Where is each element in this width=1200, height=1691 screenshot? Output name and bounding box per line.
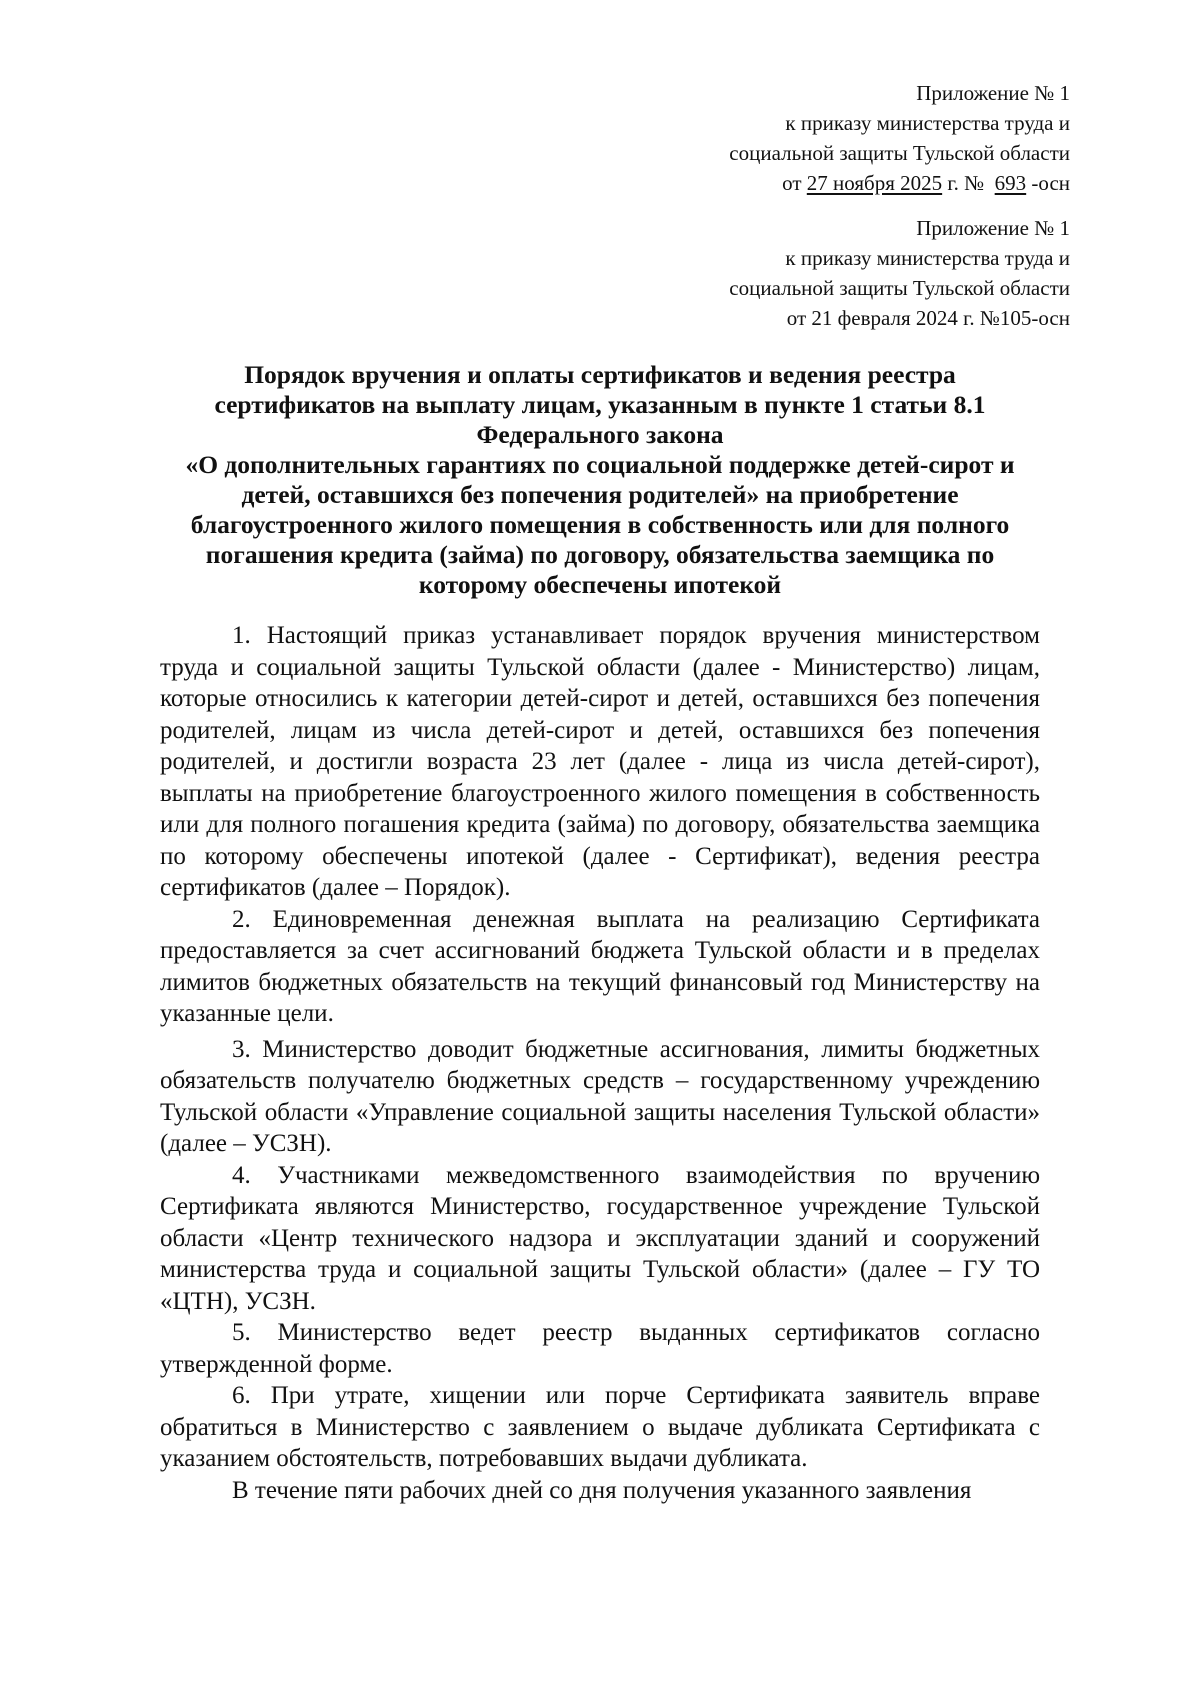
paragraph-4: 4. Участниками межведомственного взаимодействия по вручению Сертификата являются Министерство, государственное учреждение Тульской области «Центр технического надзора и эксплуатации зданий и сооружений министерства труда и социальной защиты Тульской области» (далее – ГУ ТО «ЦТН), УСЗН. <box>160 1161 1040 1315</box>
paragraph-2: 2. Единовременная денежная выплата на реализацию Сертификата предоставляется за счет ассигнований бюджета Тульской области и в пределах лимитов бюджетных обязательств на текущий финансовый год Министерству на указанные цели. <box>160 905 1040 1027</box>
title-line: детей, оставшихся без попечения родителей» на приобретение <box>241 480 959 509</box>
appendix-order-line: к приказу министерства труда и <box>785 111 1070 135</box>
title-line: «О дополнительных гарантиях по социальной поддержке детей-сирот и <box>185 450 1015 479</box>
paragraph-5: 5. Министерство ведет реестр выданных сертификатов согласно утвержденной форме. <box>160 1319 1040 1378</box>
paragraph-3: 3. Министерство доводит бюджетные ассигнования, лимиты бюджетных обязательств получателю бюджетных средств – государственному учреждению Тульской области «Управление социальной защиты населения Тульской области» (далее – УСЗН). <box>160 1035 1040 1157</box>
document-body <box>160 620 1040 1506</box>
title-line: Федерального закона <box>476 420 724 449</box>
order-date: 27 ноября 2025 <box>806 171 943 195</box>
appendix-ministry-line: социальной защиты Тульской области <box>729 141 1070 165</box>
appendix-date-line: от 21 февраля 2024 г. №105-осн <box>786 306 1070 330</box>
paragraph-7: В течение пяти рабочих дней со дня получения указанного заявления <box>232 1476 972 1504</box>
appendix-order-line: к приказу министерства труда и <box>785 246 1070 270</box>
title-line: Порядок вручения и оплаты сертификатов и ведения реестра <box>244 360 956 389</box>
appendix-label: Приложение № 1 <box>916 216 1070 240</box>
order-number: 693 <box>994 171 1027 195</box>
appendix-label: Приложение № 1 <box>916 81 1070 105</box>
appendix-header-current <box>729 78 1070 198</box>
year-suffix: г. № <box>947 171 985 195</box>
appendix-ministry-line: социальной защиты Тульской области <box>729 276 1070 300</box>
date-prefix: от <box>782 171 802 195</box>
title-line: сертификатов на выплату лицам, указанным в пункте 1 статьи 8.1 <box>214 390 986 419</box>
number-suffix: -осн <box>1031 171 1070 195</box>
appendix-date-line <box>729 168 1070 198</box>
title-line: которому обеспечены ипотекой <box>418 570 782 599</box>
title-line: благоустроенного жилого помещения в собственность или для полного <box>190 510 1010 539</box>
appendix-header-previous <box>729 213 1070 333</box>
title-line: погашения кредита (займа) по договору, обязательства заемщика по <box>205 540 995 569</box>
document-title <box>160 360 1040 600</box>
paragraph-1: 1. Настоящий приказ устанавливает порядок вручения министерством труда и социальной защиты Тульской области (далее - Министерство) лицам, которые относились к категории детей-сирот и детей, оставшихся без попечения родителей, лицам из числа детей-сирот и детей, оставшихся без попечения родителей, и достигли возраста 23 лет (далее - лица из числа детей-сирот), выплаты на приобретение благоустроенного жилого помещения в собственность или для полного погашения кредита (займа) по договору, обязательства заемщика по которому обеспечены ипотекой (далее - Сертификат), ведения реестра сертификатов (далее – Порядок). <box>160 622 1040 901</box>
paragraph-6: 6. При утрате, хищении или порче Сертификата заявитель вправе обратиться в Министерство с заявлением о выдаче дубликата Сертификата с указанием обстоятельств, потребовавших выдачи дубликата. <box>160 1382 1040 1472</box>
